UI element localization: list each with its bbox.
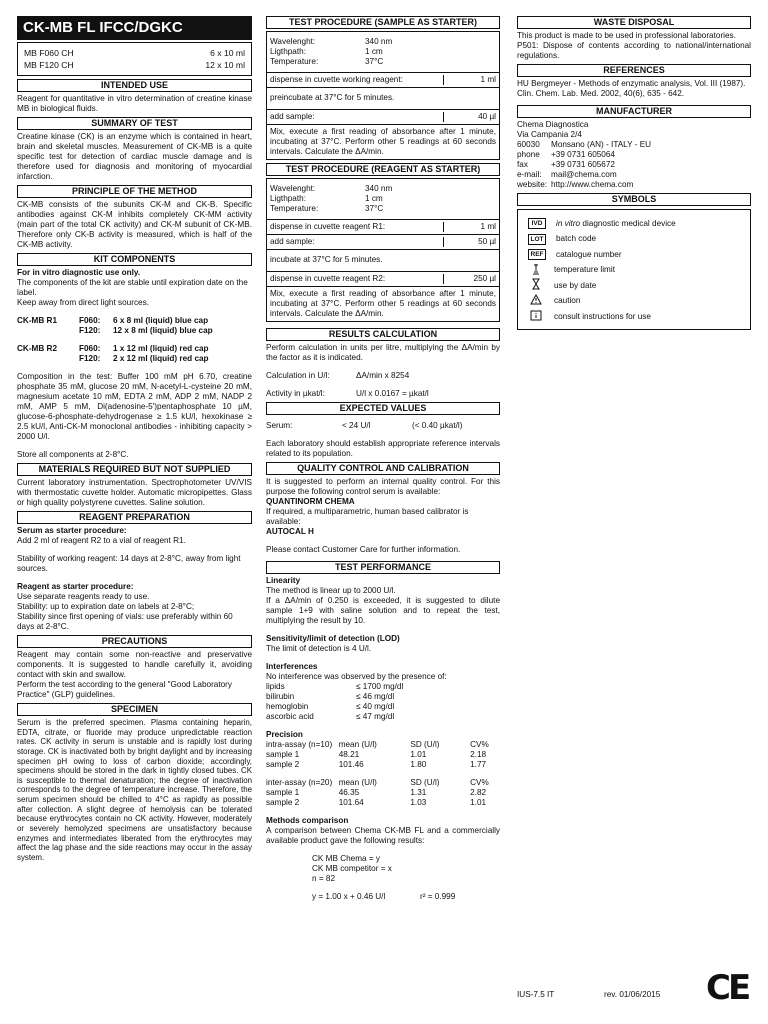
serum-starter-text: Add 2 ml of reagent R2 to a vial of reagent R1. — [17, 536, 186, 545]
qc-heading: QUALITY CONTROL AND CALIBRATION — [266, 462, 500, 475]
lod-text: The limit of detection is 4 U/l. — [266, 644, 372, 653]
table-header: mean (U/l) — [338, 778, 377, 787]
composition-text: Composition in the test: Buffer 100 mM pH 6.70, creatine phosphate 35 mM, glucose 20 mM, N-acetyl-L-cysteine 20 mM, magnesium acetate 10 mM, EDTA 2 mM, ADP 2 mM, NADP 2 mM, AMP 5 mM, Di(adenosine-5')pentaphosphate 10 µM, glucose-6-phosphate-dehydrogenase ≥ 1.5 kU/l, hexokinase ≥ 2.5 kU/l, Anti-CK-M monoclonal antibodies - inhibiting capacity > 2000 U/l. — [17, 372, 252, 441]
proc-params — [267, 32, 499, 72]
table-cell: 1.01 — [410, 750, 427, 759]
manufacturer-key: fax — [517, 160, 528, 169]
table-row — [266, 788, 500, 798]
interferent-limit: ≤ 40 mg/dl — [356, 702, 395, 711]
param-value: 340 nm — [365, 37, 393, 46]
product-title: CK-MB FL IFCC/DGKC — [17, 16, 252, 40]
reagent-starter-title: Reagent as starter procedure: — [17, 582, 134, 591]
reagent-code: F120: — [79, 326, 101, 335]
comparison-line: CK MB Chema = y — [312, 854, 381, 863]
manufacturer-value: +39 0731 605064 — [551, 150, 615, 159]
table-row — [266, 750, 500, 760]
interference-row — [266, 692, 500, 702]
proc-reagent-table — [266, 178, 500, 322]
symbol-row — [524, 216, 744, 232]
param-label: Temperature: — [270, 204, 319, 213]
manufacturer-street: Via Campania 2/4 — [517, 130, 582, 139]
kit-code: MB F060 CH — [24, 48, 74, 58]
references-heading: REFERENCES — [517, 64, 751, 77]
param-label: Ligthpath: — [270, 194, 306, 203]
proc-step: incubate at 37°C for 5 minutes. — [267, 249, 499, 271]
interferences-text: No interference was observed by the presence of: — [266, 672, 447, 681]
kit-size: 12 x 10 ml — [205, 60, 245, 70]
manufacturer-value: mail@chema.com — [551, 170, 617, 179]
hourglass-icon — [528, 278, 544, 293]
reagent-label: CK-MB R2 — [17, 344, 58, 353]
proc-step — [267, 72, 499, 87]
step-label: add sample: — [270, 112, 315, 121]
param-value: 1 cm — [365, 47, 383, 56]
manufacturer-key: 60030 — [517, 140, 540, 149]
interference-row — [266, 702, 500, 712]
interferences-title: Interferences — [266, 662, 318, 671]
precautions-text: Perform the test according to the general "Good Laboratory Practice" (GLP) guidelines. — [17, 680, 232, 699]
step-value: 40 µl — [443, 112, 496, 122]
ce-mark-icon: CE — [706, 968, 749, 1008]
symbol-row — [524, 278, 744, 294]
table-header: mean (U/l) — [338, 740, 377, 749]
table-cell: sample 2 — [266, 760, 300, 769]
table-row — [266, 798, 500, 808]
proc-serum-heading: TEST PROCEDURE (SAMPLE AS STARTER) — [266, 16, 500, 29]
symbol-label: use by date — [554, 280, 597, 290]
linearity-text: The method is linear up to 2000 U/l. — [266, 586, 396, 595]
expected-value-si: (< 0.40 µkat/l) — [412, 421, 463, 430]
symbol-row — [524, 309, 744, 325]
proc-step: Mix, execute a first reading of absorbance after 1 minute, incubating at 37°C. Perform other 5 readings at 60 seconds intervals. Calculate the ΔA/min. — [267, 286, 499, 321]
materials-heading: MATERIALS REQUIRED BUT NOT SUPPLIED — [17, 463, 252, 476]
ivd-icon: IVD — [528, 218, 546, 229]
specimen-text: Serum is the preferred specimen. Plasma containing heparin, EDTA, citrate, or fluoride may produce unpredictable reaction rates. CK activity in serum is unstable and is rapidly lost during storage. CK is inactivated both by bright daylight and by increasing specimen pH owing to loss of carbon dioxide; accordingly, specimens should be stored in the dark in tightly closed tubes. CK is susceptible to thermal denaturation; the degree of inactivation corresponds to the degree of temperature increase. Therefore, the serum specimen should be chilled to 4°C as rapidly as possible after collection. A slight degree of hemolysis can be tolerated because erythrocytes contain no CK activity. However, moderately or severely hemolyzed specimens are unsatisfactory because enzymes and intermediates liberated from the erythrocytes may affect the lag phase and the side reactions may occur in the assay system. — [17, 718, 252, 862]
reagent-label: CK-MB R1 — [17, 316, 58, 325]
methods-comparison-text: A comparison between Chema CK-MB FL and a commercially available product gave the following results: — [266, 826, 500, 845]
manufacturer-line — [517, 170, 751, 180]
manufacturer-key: website: — [517, 180, 548, 189]
kit-code: MB F120 CH — [24, 60, 74, 70]
manufacturer-value: Monsano (AN) - ITALY - EU — [551, 140, 652, 149]
table-row — [266, 760, 500, 770]
table-cell: 1.80 — [410, 760, 427, 769]
symbol-label: batch code — [556, 234, 597, 244]
manufacturer-line — [517, 160, 751, 170]
proc-step — [267, 109, 499, 124]
step-value: 50 µl — [443, 237, 496, 247]
param-label: Wavelenght: — [270, 37, 316, 46]
regression-equation: y = 1.00 x + 0.46 U/l — [312, 892, 386, 901]
linearity-text: If a ΔA/min of 0.250 is exceeded, it is suggested to dilute sample 1+9 with saline solution and to repeat the test, multiplying the result by 10. — [266, 596, 500, 625]
proc-step — [267, 271, 499, 286]
table-cell: 1.31 — [410, 788, 427, 797]
reagent-desc: 2 x 12 ml (liquid) red cap — [113, 354, 209, 363]
precautions-heading: PRECAUTIONS — [17, 635, 252, 648]
principle-heading: PRINCIPLE OF THE METHOD — [17, 185, 252, 198]
symbol-label: catalogue number — [556, 249, 622, 259]
reagent-r1-line — [17, 326, 252, 336]
methods-comparison-title: Methods comparison — [266, 816, 349, 825]
reagent-desc: 12 x 8 ml (liquid) blue cap — [113, 326, 213, 335]
calc-line — [266, 371, 500, 381]
ref-icon: REF — [528, 249, 546, 260]
proc-step: Mix, execute a first reading of absorbance after 1 minute, incubating at 37°C. Perform other 5 readings at 60 seconds intervals. Calculate the ΔA/min. — [267, 124, 499, 159]
table-cell: 1.03 — [410, 798, 427, 807]
precision-header — [266, 778, 500, 788]
manufacturer-key: phone — [517, 150, 540, 159]
book-icon — [528, 310, 544, 324]
reagent-r1-line — [17, 316, 252, 326]
step-label: dispense in cuvette reagent R2: — [270, 274, 386, 283]
performance-heading: TEST PERFORMANCE — [266, 561, 500, 574]
serum-starter-stability: Stability of working reagent: 14 days at 2-8°C, away from light sources. — [17, 554, 241, 573]
symbols-heading: SYMBOLS — [517, 193, 751, 206]
table-header: intra-assay (n=10) — [266, 740, 333, 749]
waste-heading: WASTE DISPOSAL — [517, 16, 751, 29]
reagent-code: F060: — [79, 316, 101, 325]
waste-text: P501: Dispose of contents according to national/international regulations. — [517, 41, 751, 60]
manufacturer-heading: MANUFACTURER — [517, 105, 751, 118]
table-cell: 2.82 — [470, 788, 487, 797]
expected-heading: EXPECTED VALUES — [266, 402, 500, 415]
table-header: CV% — [470, 740, 489, 749]
principle-text: CK-MB consists of the subunits CK-M and CK-B. Specific antibodies against CK-M inhibits completely CK-MM activity (main part of the total CK activity) and CK-M subunit of CK-MB. Therefore only CK-B activity is measured, which is half of the CK-MB activity. — [17, 200, 252, 249]
intended-use-text: Reagent for quantitative in vitro determination of creatine kinase MB in biological fluids. — [17, 94, 252, 113]
param-value: 1 cm — [365, 194, 383, 203]
table-header: SD (U/l) — [410, 778, 440, 787]
table-cell: 46.35 — [338, 788, 360, 797]
reagent-desc: 1 x 12 ml (liquid) red cap — [113, 344, 209, 353]
precision-title: Precision — [266, 730, 303, 739]
summary-text: Creatine kinase (CK) is an enzyme which is contained in heart, brain and skeletal muscles. Measurement of CK-MB is a quite specific test for detection of cardiac muscle damage and is therefore used for diagnosis and monitoring of myocardial infarction. — [17, 132, 252, 181]
manufacturer-value: http://www.chema.com — [551, 180, 634, 189]
step-label: dispense in cuvette working reagent: — [270, 75, 403, 84]
proc-step: preincubate at 37°C for 5 minutes. — [267, 87, 499, 109]
qc-control-name: QUANTINORM CHEMA — [266, 497, 355, 506]
table-cell: 2.18 — [470, 750, 487, 759]
kit-sizes-box — [17, 42, 252, 76]
interference-row — [266, 712, 500, 722]
interferent: ascorbic acid — [266, 712, 314, 721]
calc-label: Activity in µkat/l: — [266, 389, 325, 398]
serum-starter-title: Serum as starter procedure: — [17, 526, 127, 535]
step-label: dispense in cuvette reagent R1: — [270, 222, 386, 231]
expected-value: < 24 U/l — [342, 421, 371, 430]
table-cell: sample 2 — [266, 798, 300, 807]
left-column — [17, 16, 252, 863]
param-label: Temperature: — [270, 57, 319, 66]
document-code: IUS-7.5 IT — [517, 990, 555, 999]
param-label: Wavelenght: — [270, 184, 316, 193]
table-header: inter-assay (n=20) — [266, 778, 333, 787]
kit-row — [24, 47, 245, 59]
reagent-starter-line: Stability since first opening of vials: use preferably within 60 days at 2-8°C. — [17, 612, 233, 631]
table-cell: 48.21 — [338, 750, 360, 759]
symbol-label: consult instructions for use — [554, 311, 651, 321]
manufacturer-line — [517, 140, 751, 150]
expected-text: Each laboratory should establish appropriate reference intervals related to its population. — [266, 439, 500, 458]
kit-size: 6 x 10 ml — [210, 48, 245, 58]
interferent-limit: ≤ 47 mg/dl — [356, 712, 395, 721]
manufacturer-line — [517, 150, 751, 160]
table-header: CV% — [470, 778, 489, 787]
step-value: 250 µl — [443, 274, 496, 284]
param-value: 37°C — [365, 204, 384, 213]
warning-icon — [528, 294, 544, 308]
reagent-prep-heading: REAGENT PREPARATION — [17, 511, 252, 524]
manufacturer-value: +39 0731 605672 — [551, 160, 615, 169]
step-label: add sample: — [270, 237, 315, 246]
lot-icon: LOT — [528, 234, 546, 245]
reagent-starter-line: Stability: up to expiration date on labels at 2-8°C; — [17, 602, 195, 611]
table-cell: 101.46 — [338, 760, 364, 769]
qc-text: If required, a multiparametric, human based calibrator is available: — [266, 507, 469, 526]
intended-use-heading: INTENDED USE — [17, 79, 252, 92]
symbol-row — [524, 263, 744, 279]
interferent-limit: ≤ 1700 mg/dl — [356, 682, 404, 691]
step-value: 1 ml — [443, 222, 496, 232]
table-cell: 1.77 — [470, 760, 487, 769]
precision-header — [266, 740, 500, 750]
results-heading: RESULTS CALCULATION — [266, 328, 500, 341]
reagent-code: F060: — [79, 344, 101, 353]
proc-serum-table — [266, 31, 500, 160]
proc-reagent-heading: TEST PROCEDURE (REAGENT AS STARTER) — [266, 163, 500, 176]
proc-step — [267, 234, 499, 249]
interferent-limit: ≤ 46 mg/dl — [356, 692, 395, 701]
table-cell: sample 1 — [266, 750, 300, 759]
qc-contact: Please contact Customer Care for further information. — [266, 545, 461, 554]
table-cell: 1.01 — [470, 798, 487, 807]
summary-heading: SUMMARY OF TEST — [17, 117, 252, 130]
reagent-desc: 6 x 8 ml (liquid) blue cap — [113, 316, 209, 325]
ivd-only-text: For in vitro diagnostic use only. — [17, 268, 141, 277]
thermometer-icon — [528, 263, 544, 278]
reference-item: Clin. Chem. Lab. Med. 2002, 40(6), 635 - 642. — [517, 89, 685, 98]
symbol-row — [524, 232, 744, 248]
calc-value: U/l x 0.0167 = µkat/l — [356, 389, 429, 398]
reagent-code: F120: — [79, 354, 101, 363]
regression-r: r² = 0.999 — [420, 892, 456, 901]
step-value: 1 ml — [443, 75, 496, 85]
linearity-title: Linearity — [266, 576, 301, 585]
regression-line — [266, 892, 500, 902]
symbols-box — [517, 209, 751, 330]
symbol-label: diagnostic medical device — [580, 218, 676, 228]
right-column — [517, 16, 751, 330]
param-label: Ligthpath: — [270, 47, 306, 56]
results-text: Perform calculation in units per litre, multiplying the ΔA/min by the factor as it is indicated. — [266, 343, 500, 362]
reagent-r2-line — [17, 344, 252, 354]
revision-date: rev. 01/06/2015 — [604, 990, 661, 999]
storage-text: Store all components at 2-8°C. — [17, 450, 129, 459]
symbol-label: temperature limit — [554, 265, 615, 275]
interferent: lipids — [266, 682, 285, 691]
waste-text: This product is made to be used in professional laboratories. — [517, 31, 736, 40]
lod-title: Sensitivity/limit of detection (LOD) — [266, 634, 400, 643]
kit-components-heading: KIT COMPONENTS — [17, 253, 252, 266]
interferent: hemoglobin — [266, 702, 309, 711]
precautions-text: Reagent may contain some non-reactive and preservative components. It is suggested to handle carefully it, avoiding contact with skin and swallow. — [17, 650, 252, 679]
symbol-row — [524, 247, 744, 263]
reagent-r2-line — [17, 354, 252, 364]
table-cell: sample 1 — [266, 788, 300, 797]
param-value: 340 nm — [365, 184, 393, 193]
symbol-row — [524, 294, 744, 310]
manufacturer-line — [517, 180, 751, 190]
kit-row — [24, 59, 245, 71]
table-header: SD (U/l) — [410, 740, 440, 749]
manufacturer-key: e-mail: — [517, 170, 542, 179]
middle-column — [266, 16, 500, 902]
calc-label: Calculation in U/l: — [266, 371, 330, 380]
param-value: 37°C — [365, 57, 384, 66]
proc-step — [267, 219, 499, 234]
interferent: bilirubin — [266, 692, 295, 701]
reagent-starter-line: Use separate reagents ready to use. — [17, 592, 150, 601]
materials-text: Current laboratory instrumentation. Spectrophotometer UV/VIS with thermostatic cuvette holder. Automatic micropipettes. Glass or high quality polystyrene cuvettes. Saline solution. — [17, 478, 252, 507]
calc-line — [266, 389, 500, 399]
calc-value: ΔA/min x 8254 — [356, 371, 410, 380]
manufacturer-name: Chema Diagnostica — [517, 120, 589, 129]
proc-params — [267, 179, 499, 219]
symbol-label: caution — [554, 296, 581, 306]
table-cell: 101.64 — [338, 798, 364, 807]
stability-text: The components of the kit are stable until expiration date on the label. — [17, 278, 248, 297]
qc-calibrator-name: AUTOCAL H — [266, 527, 314, 536]
specimen-heading: SPECIMEN — [17, 703, 252, 716]
expected-line — [266, 421, 500, 431]
expected-label: Serum: — [266, 421, 293, 430]
qc-text: It is suggested to perform an internal quality control. For this purpose the following control serum is available: — [266, 477, 500, 496]
comparison-line: CK MB competitor = x — [312, 864, 392, 873]
comparison-line: n = 82 — [312, 874, 335, 883]
symbol-label-italic: in vitro — [556, 218, 581, 228]
light-text: Keep away from direct light sources. — [17, 298, 149, 307]
reference-item: HU Bergmeyer - Methods of enzymatic analysis, Vol. III (1987). — [517, 79, 746, 88]
interference-row — [266, 682, 500, 692]
